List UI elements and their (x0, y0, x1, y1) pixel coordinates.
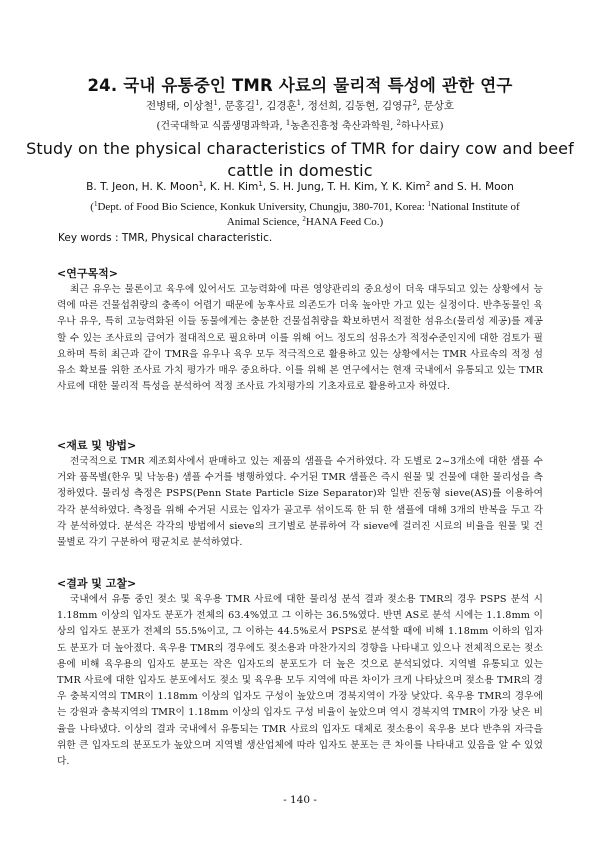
section-body-methods: 전국적으로 TMR 제조회사에서 판매하고 있는 제품의 샘플을 수거하였다. 각 도별로 2~3개소에 대한 샘플 수거와 품목별(한우 및 낙농용) 샘플 수거를 병행하였다. 수거된 TMR 샘플은 즉시 원물 및 건물에 대한 물리성을 측정하였다. 물리성 측정은 PSPS(Penn State Particle Size Separator)와 일반 진동형 sieve(AS)를 이용하여 각각 분석하였다. 측정을 위해 수거된 시료는 입자가 골고루 섞이도록 한 뒤 한 샘플에 대해 3개의 반복을 두고 각각 분석하였다. 분석은 각각의 방법에서 sieve의 크기별로 분류하여 각 sieve에 걸러진 시료의 비율을 원물 및 건물별로 각기 구분하여 평균치로 분석하였다. (57, 456, 543, 549)
section-heading-purpose: <연구목적> (57, 267, 118, 280)
affiliation-english: ($^1$Dept. of Food Bio Science, Konkuk University, Chungju, 380-701, Korea: $^1$National Institute of Animal Science, $^2$HANA Feed Co.) (90, 200, 520, 228)
section-heading-methods: <재료 및 방법> (57, 439, 137, 452)
paper-title-korean: 24. 국내 유통중인 TMR 사료의 물리적 특성에 관한 연구 (87, 76, 513, 95)
authors-english: B. T. Jeon, H. K. Moon$^1$, K. H. Kim$^1$, S. H. Jung, T. H. Kim, Y. K. Kim$^2$ and S. H. Moon (86, 180, 514, 193)
page-number: - 140 - (283, 794, 317, 806)
section-body-purpose: 최근 유우는 물론이고 육우에 있어서도 고능력화에 따른 영양관리의 중요성이 더욱 대두되고 있는 상황에서 능력에 따른 건물섭취량의 충족이 어렵기 때문에 농후사료 의존도가 더욱 높아만 가고 있는 실정이다. 반추동물인 육우나 유우, 특히 고능력화된 이들 동물에게는 충분한 건물섭취량을 확보하면서 적절한 섬유소(물리성 제공)를 제공할 수 있는 조사료의 급여가 절대적으로 필요하며 이를 위해 어느 정도의 섬유소가 적정수준인지에 대한 검토가 필요하며 특히 최근과 같이 TMR을 유우나 육우 모두 적극적으로 활용하고 있는 상황에서는 TMR 사료속의 적정 섬유소 확보를 위한 조사료 가치 평가가 매우 중요하다. 이를 위해 본 연구에서는 현재 국내에서 유통되고 있는 TMR 사료에 대한 물리적 특성을 분석하여 적정 조사료 가치평가의 기초자료로 활용하고자 하였다. (57, 284, 543, 393)
paper-title-english: Study on the physical characteristics of TMR for dairy cow and beef cattle in domestic (26, 139, 574, 180)
section-body-results: 국내에서 유통 중인 젖소 및 육우용 TMR 사료에 대한 물리성 분석 결과 젖소용 TMR의 경우 PSPS 분석 시 1.18mm 이상의 입자도 분포가 전체의 63.4%였고 그 이하는 36.5%였다. 반면 AS로 분석 시에는 1.1.8mm 이상의 입자도 분포가 전체의 55.5%이고, 그 이하는 44.5%로서 PSPS로 분석할 때에 비해 1.18mm 이하의 입자도 분포가 더 높아졌다. 육우용 TMR의 경우에도 젖소용과 마찬가지의 경향을 나타내고 있으나 전체적으로는 젖소용에 비해 육우용의 입자도 분포는 작은 입자도의 분포도가 더 높은 것으로 분석되었다. 지역별 유통되고 있는 TMR 사료에 대한 입자도 분포에서도 젖소 및 육우용 모두 지역에 따른 차이가 크게 나타났으며 젖소용 TMR의 경우 충북지역의 TMR이 1.18mm 이상의 입자도 구성이 높았으며 경북지역이 가장 낮았다. 육우용 TMR의 경우에는 강원과 충북지역의 TMR이 1.18mm 이상의 입자도 구성 비율이 높았으며 역시 경북지역 TMR이 가장 낮은 비율을 나타냈다. 이상의 결과 국내에서 유통되는 TMR 사료의 입자도 대체로 젖소용이 육우용 보다 반추위 자극을 위한 큰 입자도의 분포도가 높았으며 지역별 생산업체에 따라 입자도 분포는 큰 차이를 나타내고 있음을 알 수 있었다. (57, 594, 543, 768)
authors-korean: 전병태, 이상철$^1$, 문홍길$^1$, 김경훈$^1$, 정선희, 김동현, 김영규$^2$, 문상호 (145, 99, 455, 112)
keywords: Key words : TMR, Physical characteristic. (58, 232, 273, 244)
section-heading-results: <결과 및 고찰> (57, 577, 137, 590)
affiliation-korean: (건국대학교 식품생명과학과, $^1$농촌진흥청 축산과학원, $^2$하나사료) (156, 119, 444, 132)
